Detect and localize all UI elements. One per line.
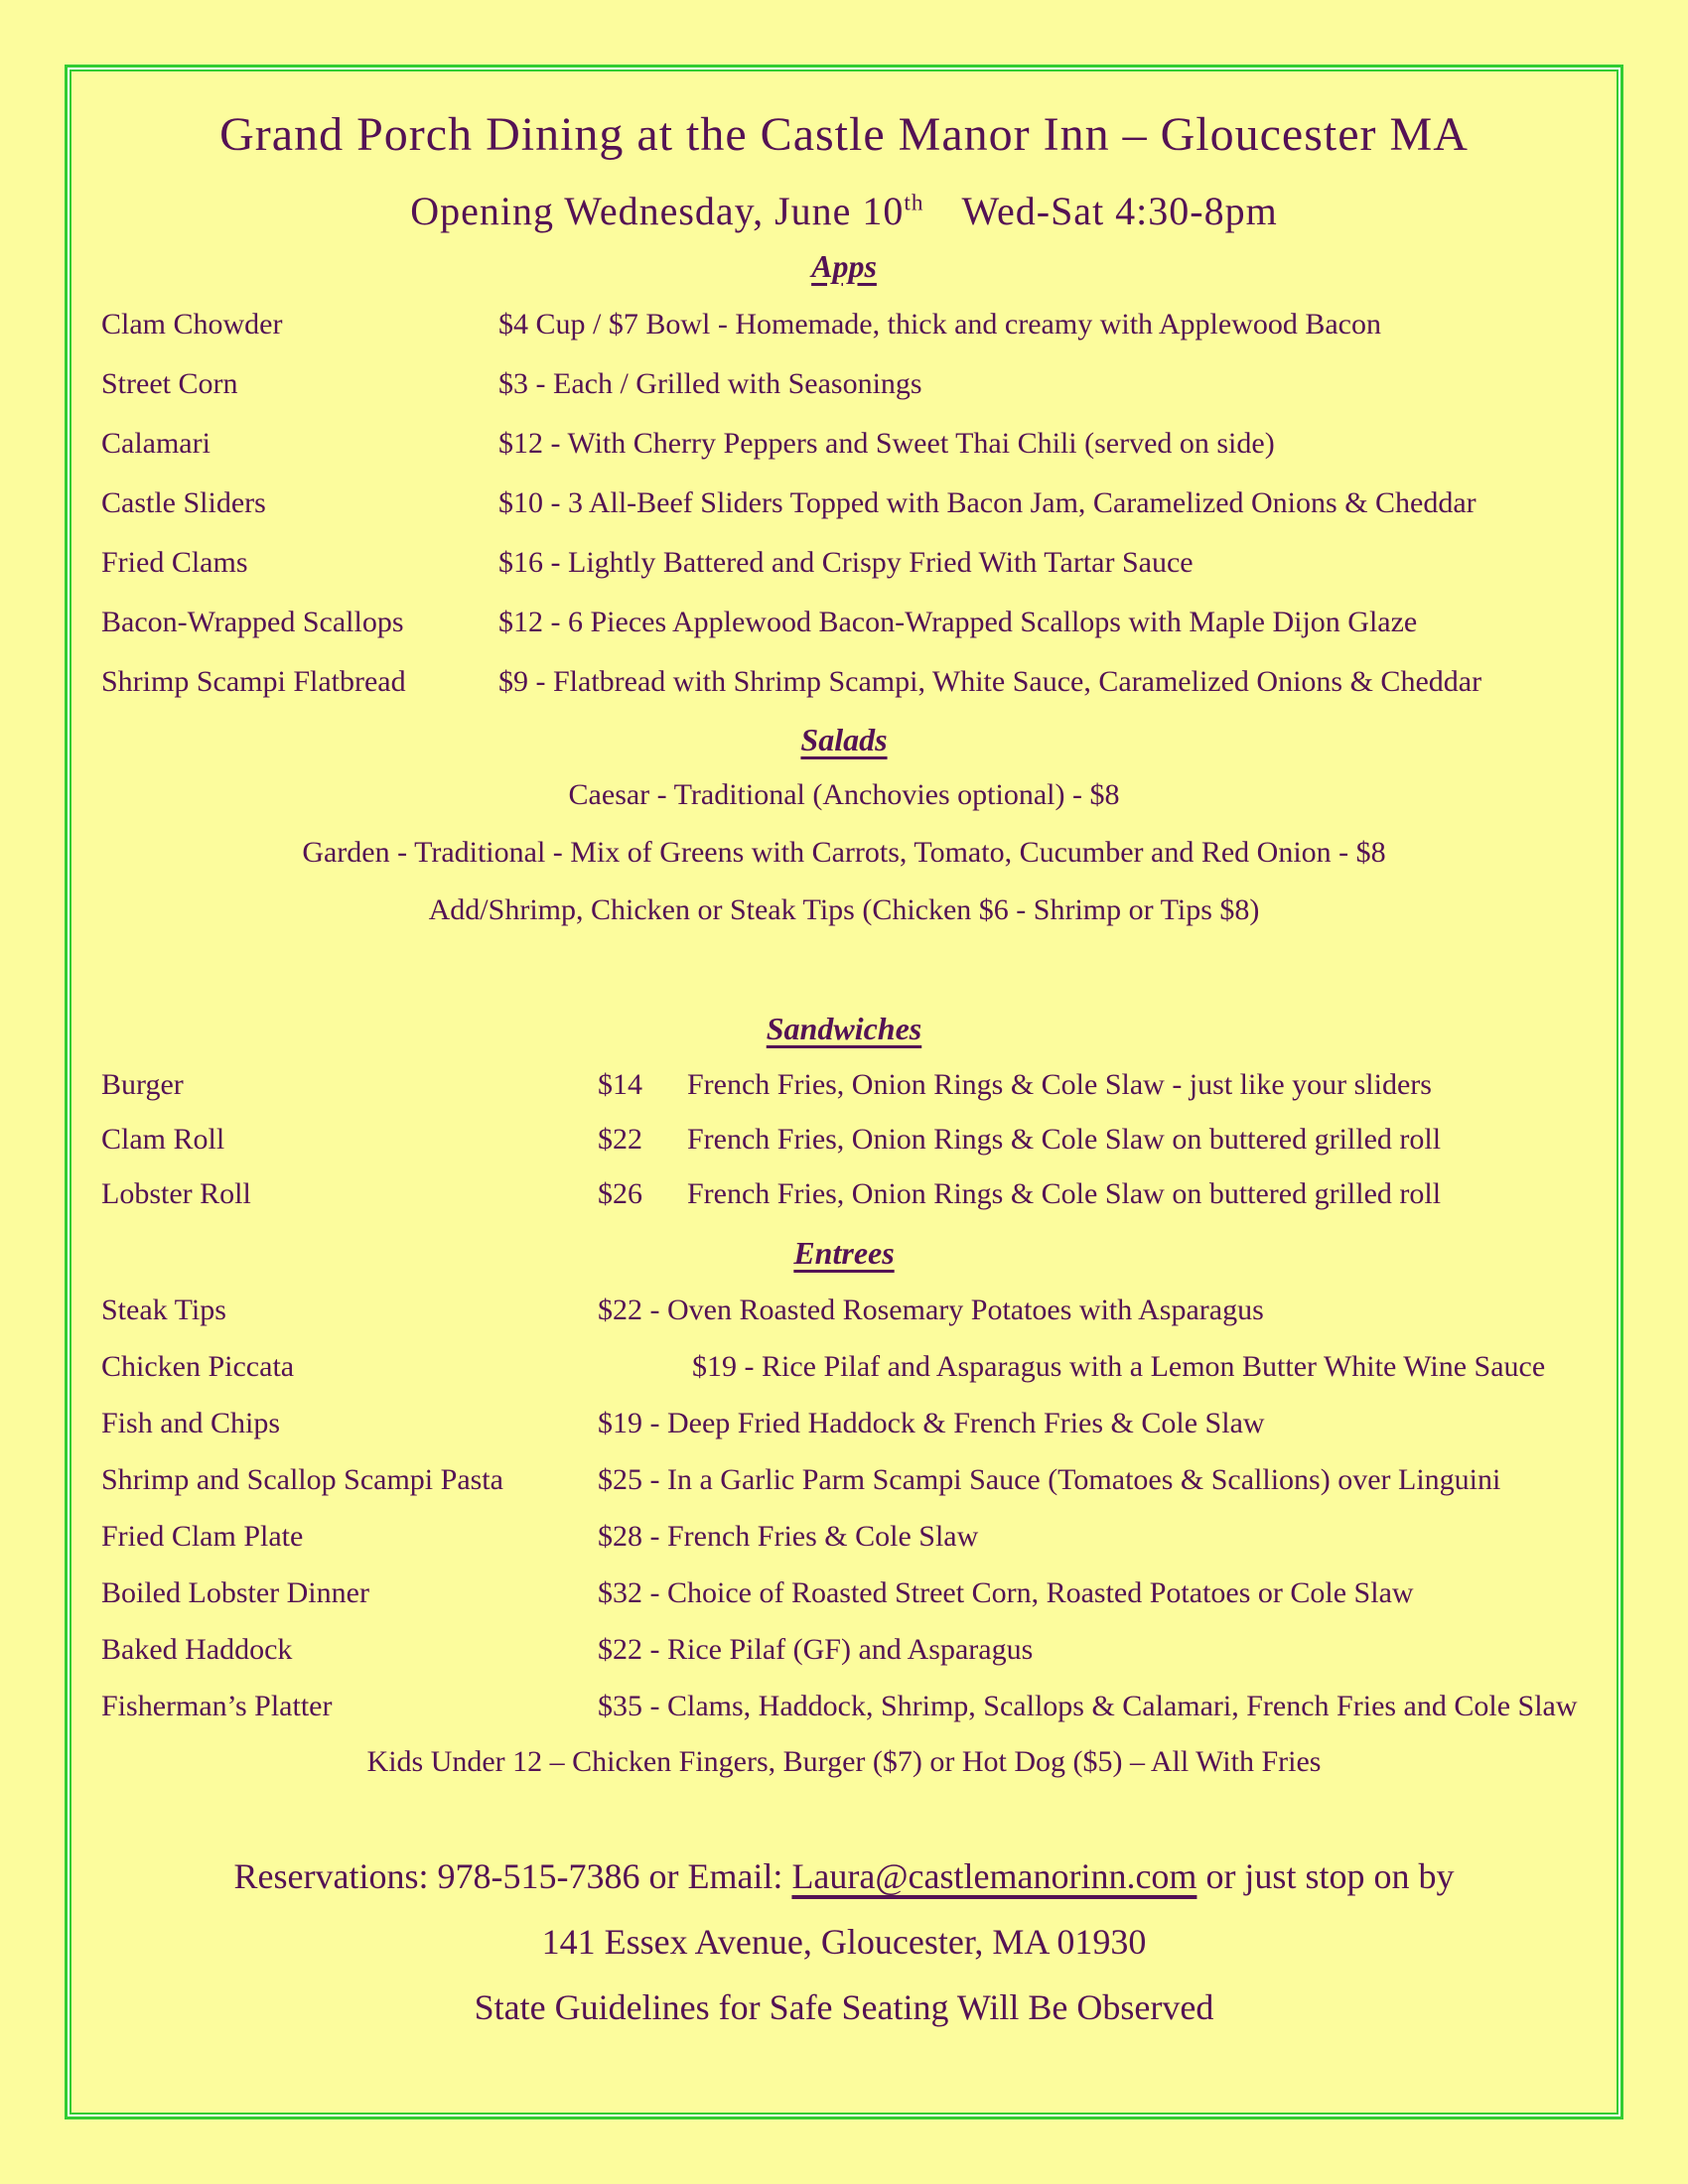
item-name: Street Corn [101,367,238,400]
reservations-suffix-text: or just stop on by [1196,1856,1455,1896]
menu-item-row [101,1565,1587,1621]
item-name: Baked Haddock [101,1632,293,1666]
item-description: $3 - Each / Grilled with Seasonings [498,367,922,400]
opening-hours-line [101,188,1587,234]
item-price: $22 [598,1122,642,1156]
salad-line: Garden - Traditional - Mix of Greens with Carrots, Tomato, Cucumber and Red Onion - $8 [302,836,1386,869]
opening-date-text: Opening Wednesday, June 10 [410,189,905,233]
item-price: $26 [598,1176,642,1210]
salad-line: Add/Shrimp, Chicken or Steak Tips (Chicken $6 - Shrimp or Tips $8) [428,893,1260,926]
menu-item-row [101,1166,1587,1221]
item-name: Burger [101,1067,184,1101]
section-heading-sandwiches: Sandwiches [766,1011,922,1046]
apps-list [101,295,1587,712]
item-description: $22 - Oven Roasted Rosemary Potatoes with Asparagus [598,1293,1264,1326]
item-description: $22 - Rice Pilaf (GF) and Asparagus [598,1632,1034,1666]
menu-item-row [101,1451,1587,1508]
entrees-list [101,1282,1587,1734]
section-heading-apps: Apps [811,248,877,284]
item-name: Clam Roll [101,1122,225,1156]
decorative-green-border [65,65,1623,2119]
item-price: $14 [598,1067,642,1101]
menu-item-row [101,652,1587,712]
guidelines-line: State Guidelines for Safe Seating Will Be Observed [474,1987,1214,2027]
item-description: French Fries, Onion Rings & Cole Slaw on buttered grilled roll [687,1122,1442,1156]
menu-item-row [101,1678,1587,1734]
item-name: Fish and Chips [101,1406,281,1439]
item-description: $9 - Flatbread with Shrimp Scampi, White Sauce, Caramelized Onions & Cheddar [498,665,1482,698]
salad-line: Caesar - Traditional (Anchovies optional) - $8 [568,778,1120,811]
section-heading-entrees: Entrees [793,1235,895,1271]
menu-item-row [101,295,1587,354]
item-description: $25 - In a Garlic Parm Scampi Sauce (Tomatoes & Scallions) over Linguini [598,1462,1501,1496]
menu-item-row [101,1621,1587,1678]
salads-list [101,766,1587,939]
border-inner-line [70,69,1618,2115]
kids-menu-note: Kids Under 12 – Chicken Fingers, Burger ($7) or Hot Dog ($5) – All With Fries [366,1745,1322,1778]
item-description: $32 - Choice of Roasted Street Corn, Roasted Potatoes or Cole Slaw [598,1575,1414,1609]
item-description: French Fries, Onion Rings & Cole Slaw - just like your sliders [687,1067,1432,1101]
menu-item-row [101,1338,1587,1395]
item-description: French Fries, Onion Rings & Cole Slaw on buttered grilled roll [687,1176,1442,1210]
item-description: $16 - Lightly Battered and Crispy Fried With Tartar Sauce [498,546,1194,579]
menu-item-row [101,1395,1587,1451]
menu-item-row [101,1282,1587,1338]
item-name: Shrimp Scampi Flatbread [101,665,406,698]
item-description: $19 - Rice Pilaf and Asparagus with a Lemon Butter White Wine Sauce [692,1349,1546,1383]
item-description: $35 - Clams, Haddock, Shrimp, Scallops & Calamari, French Fries and Cole Slaw [598,1689,1578,1722]
item-name: Fisherman’s Platter [101,1689,333,1722]
item-description: $4 Cup / $7 Bowl - Homemade, thick and creamy with Applewood Bacon [498,308,1381,341]
menu-item-row [101,533,1587,593]
item-description: $12 - 6 Pieces Applewood Bacon-Wrapped Scallops with Maple Dijon Glaze [498,606,1418,638]
item-description: $28 - French Fries & Cole Slaw [598,1519,979,1553]
menu-item-row [101,354,1587,414]
item-description: $19 - Deep Fried Haddock & French Fries & Cole Slaw [598,1406,1265,1439]
item-name: Shrimp and Scallop Scampi Pasta [101,1462,503,1496]
item-name: Steak Tips [101,1293,226,1326]
menu-item-row [101,1112,1587,1166]
item-name: Boiled Lobster Dinner [101,1575,369,1609]
item-name: Castle Sliders [101,486,266,519]
footer [101,1843,1587,2040]
date-ordinal-suffix: th [904,190,924,216]
sandwiches-list [101,1057,1587,1221]
menu-item-row [101,593,1587,652]
hours-text: Wed-Sat 4:30-8pm [961,189,1278,233]
item-description: $12 - With Cherry Peppers and Sweet Thai Chili (served on side) [498,427,1275,460]
menu-item-row [101,474,1587,533]
border-gap-line [68,68,1620,2116]
item-description: $10 - 3 All-Beef Sliders Topped with Bacon Jam, Caramelized Onions & Cheddar [498,486,1477,519]
address-line: 141 Essex Avenue, Gloucester, MA 01930 [541,1922,1147,1962]
item-name: Calamari [101,427,211,460]
reservations-line [101,1843,1587,1909]
item-name: Clam Chowder [101,308,283,341]
item-name: Chicken Piccata [101,1349,295,1383]
section-heading-salads: Salads [800,722,888,757]
item-name: Fried Clam Plate [101,1519,304,1553]
item-name: Bacon-Wrapped Scallops [101,606,404,638]
menu-item-row [101,1508,1587,1565]
menu-content [71,107,1617,2115]
email-link[interactable]: Laura@castlemanorinn.com [791,1856,1197,1896]
page-title: Grand Porch Dining at the Castle Manor Inn – Gloucester MA [219,108,1469,161]
menu-item-row [101,414,1587,474]
reservations-text: Reservations: 978-515-7386 or Email: [233,1856,792,1896]
menu-item-row [101,1057,1587,1112]
item-name: Fried Clams [101,546,248,579]
item-name: Lobster Roll [101,1176,251,1210]
